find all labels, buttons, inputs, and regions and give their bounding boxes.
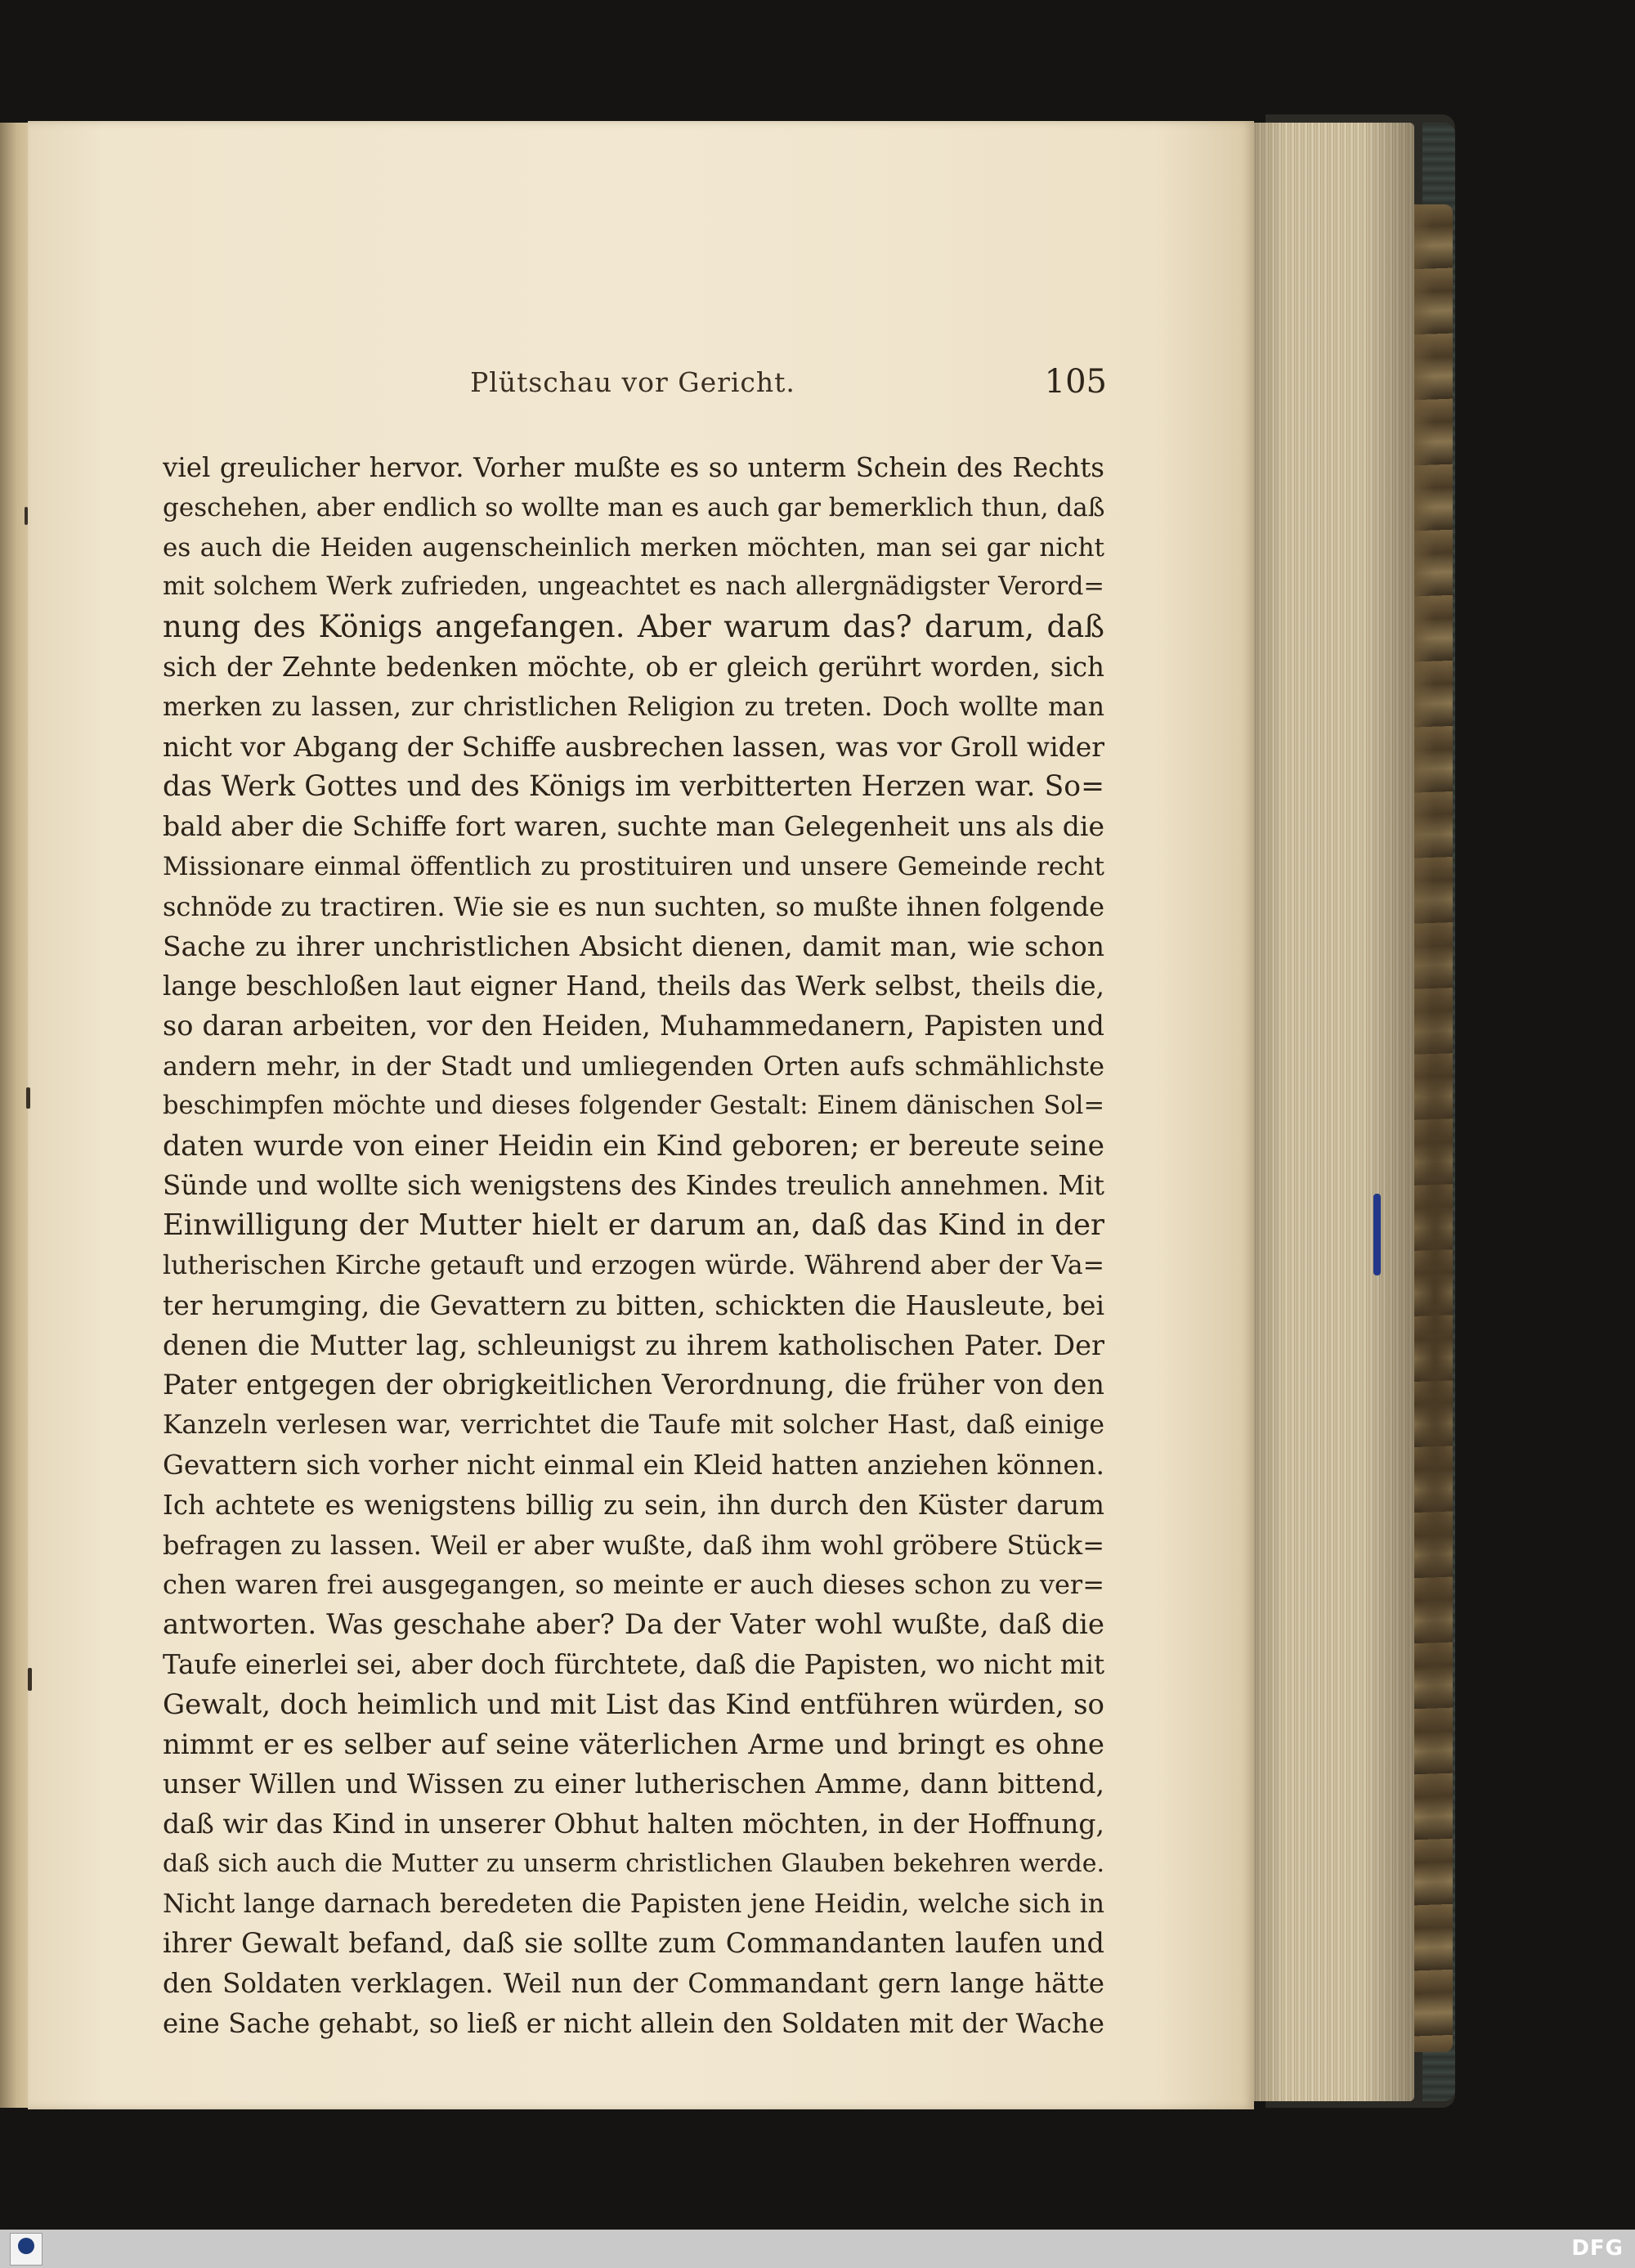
text-line: ihrer Gewalt befand, daß sie sollte zum Commandanten laufen und — [163, 1927, 1104, 1960]
text-line: daß sich auch die Mutter zu unserm christlichen Glauben bekehren werde. — [163, 1849, 1104, 1878]
text-line: chen waren frei ausgegangen, so meinte er auch dieses schon zu ver= — [163, 1569, 1104, 1601]
text-line: unser Willen und Wissen zu einer lutherischen Amme, dann bittend, — [163, 1768, 1104, 1800]
text-line: sich der Zehnte bedenken möchte, ob er gleich gerührt worden, sich — [163, 651, 1104, 683]
text-line: Sünde und wollte sich wenigstens des Kindes treulich annehmen. Mit — [163, 1170, 1104, 1202]
text-line: das Werk Gottes und des Königs im verbitterten Herzen war. So= — [163, 770, 1104, 804]
text-line: antworten. Was geschahe aber? Da der Vater wohl wußte, daß die — [163, 1608, 1104, 1642]
text-line: den Soldaten verklagen. Weil nun der Commandant gern lange hätte — [163, 1968, 1104, 2000]
text-line: andern mehr, in der Stadt und umliegenden Orten aufs schmählichste — [163, 1050, 1104, 1082]
text-line: Einwilligung der Mutter hielt er darum an, daß das Kind in der — [163, 1208, 1104, 1243]
text-line: merken zu lassen, zur christlichen Religion zu treten. Doch wollte man — [163, 692, 1104, 722]
text-line: beschimpfen möchte und dieses folgender Gestalt: Einem dänischen Sol= — [163, 1091, 1104, 1120]
text-line: lange beschloßen laut eigner Hand, theils das Werk selbst, theils die, — [163, 970, 1104, 1002]
left-page-edge — [0, 123, 31, 2108]
text-line: Taufe einerlei sei, aber doch fürchtete, daß die Papisten, wo nicht mit — [163, 1648, 1104, 1680]
text-line: lutherischen Kirche getauft und erzogen würde. Während aber der Va= — [163, 1250, 1104, 1280]
text-line: Pater entgegen der obrigkeitlichen Verordnung, die früher von den — [163, 1369, 1104, 1401]
margin-mark — [25, 507, 28, 525]
text-line: nimmt er es selber auf seine väterlichen Arme und bringt es ohne — [163, 1728, 1104, 1761]
text-line: daß wir das Kind in unserer Obhut halten möchten, in der Hoffnung, — [163, 1808, 1104, 1840]
text-line: Kanzeln verlesen war, verrichtet die Taufe mit solcher Hast, daß einige — [163, 1410, 1104, 1441]
text-line: es auch die Heiden augenscheinlich merken möchten, man sei gar nicht — [163, 532, 1104, 563]
book-page — [28, 121, 1254, 2109]
text-line: Missionare einmal öffentlich zu prostituiren und unsere Gemeinde recht — [163, 851, 1104, 881]
page-number: 105 — [1044, 363, 1107, 401]
text-line: mit solchem Werk zufrieden, ungeachtet es nach allergnädigster Verord= — [163, 572, 1104, 602]
margin-mark — [28, 1668, 32, 1691]
text-line: nicht vor Abgang der Schiffe ausbrechen lassen, was vor Groll wider — [163, 730, 1104, 763]
text-line: bald aber die Schiffe fort waren, suchte man Gelegenheit uns als die — [163, 810, 1104, 843]
text-line: Nicht lange darnach beredeten die Papisten jene Heidin, welche sich in — [163, 1889, 1104, 1919]
margin-mark — [26, 1087, 30, 1109]
text-line: viel greulicher hervor. Vorher mußte es so unterm Schein des Rechts — [163, 452, 1104, 483]
body-text — [163, 448, 1104, 2044]
text-line: denen die Mutter lag, schleunigst zu ihrem katholischen Pater. Der — [163, 1329, 1104, 1361]
library-seal-icon — [10, 2233, 43, 2266]
text-line: eine Sache gehabt, so ließ er nicht allein den Soldaten mit der Wache — [163, 2008, 1104, 2040]
text-line: daten wurde von einer Heidin ein Kind geboren; er bereute seine — [163, 1129, 1104, 1163]
text-line: ter herumging, die Gevattern zu bitten, schickten die Hausleute, bei — [163, 1289, 1104, 1321]
text-line: so daran arbeiten, vor den Heiden, Muhammedanern, Papisten und — [163, 1010, 1104, 1042]
text-line: Sache zu ihrer unchristlichen Absicht dienen, damit man, wie schon — [163, 930, 1104, 962]
text-line: Gewalt, doch heimlich und mit List das Kind entführen würden, so — [163, 1688, 1104, 1721]
text-line: Ich achtete es wenigstens billig zu sein, ihn durch den Küster darum — [163, 1489, 1104, 1521]
seal-mark — [18, 2238, 34, 2254]
footer-bar — [0, 2230, 1635, 2268]
page-edges-shade — [1243, 123, 1414, 2101]
text-line: befragen zu lassen. Weil er aber wußte, daß ihm wohl gröbere Stück= — [163, 1529, 1104, 1561]
text-line: schnöde zu tractiren. Wie sie es nun suchten, so mußte ihnen folgende — [163, 890, 1104, 922]
running-head — [159, 363, 1107, 407]
text-line: geschehen, aber endlich so wollte man es auch gar bemerklich thun, daß — [163, 492, 1104, 522]
bookmark-ribbon — [1373, 1194, 1381, 1275]
text-line: nung des Königs angefangen. Aber warum das? darum, daß — [163, 609, 1104, 645]
running-title: Plütschau vor Gericht. — [470, 366, 795, 398]
dfg-logo: DFG — [1571, 2236, 1624, 2261]
text-line: Gevattern sich vorher nicht einmal ein Kleid hatten anziehen können. — [163, 1449, 1104, 1481]
